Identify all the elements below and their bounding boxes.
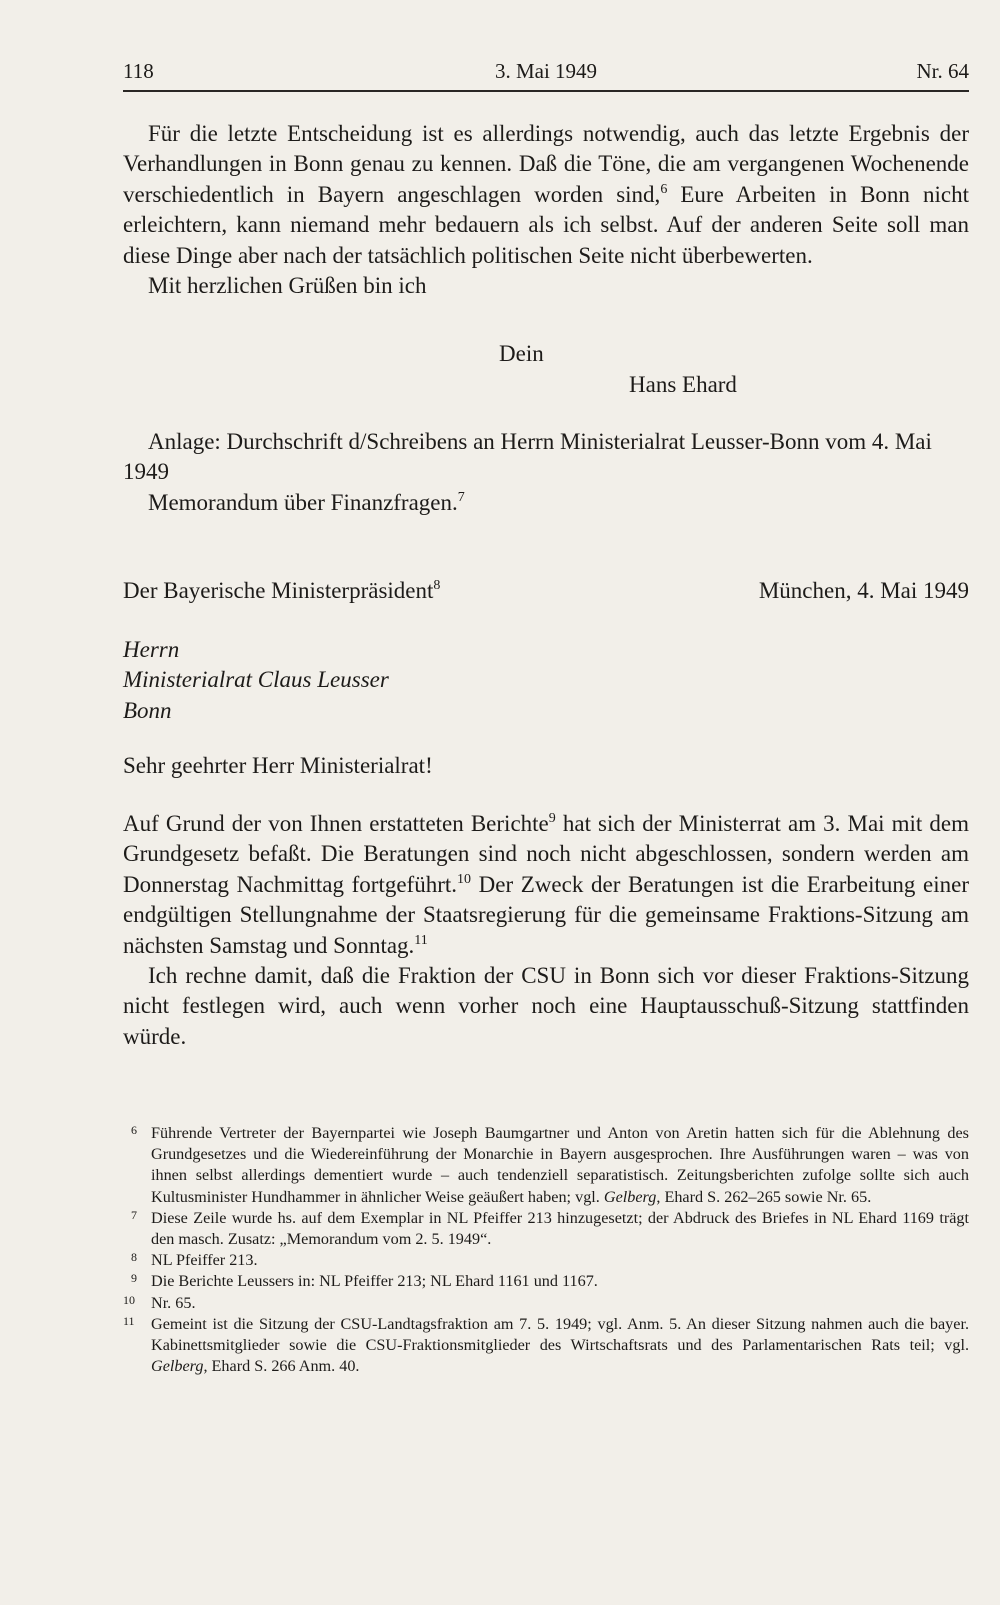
footnote-ref-7: 7	[457, 489, 465, 505]
recipient-line-2: Ministerialrat Claus Leusser	[123, 667, 389, 693]
attachment-line-1: Anlage: Durchschrift d/Schreibens an Herrn Ministerialrat Leusser-Bonn vom 4. Mai 1949	[123, 429, 932, 485]
footnote-ref-6: 6	[660, 181, 668, 197]
letter-2-paragraph-2: Ich rechne damit, daß die Fraktion der CSU in Bonn sich vor dieser Fraktions-Sitzung nicht festlegen wird, auch wenn vorher noch eine Hauptausschuß-Sitzung stattfinden würde.	[123, 963, 969, 1049]
recipient-address	[123, 635, 969, 726]
letter-1-greeting: Mit herzlichen Grüßen bin ich	[148, 273, 427, 299]
letter-1-signature: Hans Ehard	[629, 372, 737, 397]
footnote-9: 9 Die Berichte Leussers in: NL Pfeiffer 213; NL Ehard 1161 und 1167.	[131, 1271, 598, 1291]
footnote-8: 8 NL Pfeiffer 213.	[131, 1250, 258, 1270]
footnote-ref-9: 9	[548, 811, 556, 826]
footnote-11: 11 Gemeint ist die Sitzung der CSU-Landtagsfraktion am 7. 5. 1949; vgl. Anm. 5. An dieser Sitzung nahmen auch die bayer. Kabinettsmitglieder sowie die CSU-Fraktionsmitglieder des Wirtschaftsrats und des Parlamentarischen Rats teil; vgl. Gelberg, Ehard S. 266 Anm. 40.	[123, 1313, 969, 1376]
letter-2-text	[123, 809, 969, 1052]
attachment-block	[123, 427, 969, 518]
letter-2-sender-line	[123, 576, 969, 606]
footnote-ref-8: 8	[433, 578, 441, 593]
letter-1-closing: Dein	[499, 341, 544, 366]
letter-1-text	[123, 119, 969, 301]
letter-2-place-date: München, 4. Mai 1949	[758, 578, 969, 603]
footnote-6: 6 Führende Vertreter der Bayernpartei wie Joseph Baumgartner und Anton von Aretin hatten sich für die Ablehnung des Grundgesetzes und die Wiedereinführung der Monarchie in Bayern ausgesprochen. Ihre Ausführungen waren – was von ihnen selbst allerdings dementiert wurde – auch tendenziell separatistisch. Zeitungsberichten zufolge sollte sich auch Kultusminister Hundhammer in ähnlicher Weise geäußert haben; vgl. Gelberg, Ehard S. 262–265 sowie Nr. 65.	[131, 1123, 969, 1206]
letter-2-paragraph-1: Auf Grund der von Ihnen erstatteten Berichte$^9$ hat sich der Ministerrat am 3. Mai mit dem Grundgesetz befaßt. Die Beratungen sind noch nicht abgeschlossen, sondern werden am Donnerstag Nachmittag fortgeführt.$^{10}$ Der Zweck der Beratungen ist die Erarbeitung einer endgültigen Stellungnahme der Staatsregierung für die gemeinsame Fraktions-Sitzung am nächsten Samstag und Sonntag.$^{11}$	[123, 811, 969, 958]
recipient-line-3: Bonn	[123, 697, 172, 723]
header-doc-number: Nr. 64	[916, 59, 969, 83]
footnote-7: 7 Diese Zeile wurde hs. auf dem Exemplar in NL Pfeiffer 213 hinzugesetzt; der Abdruck des Briefes in NL Ehard 1169 trägt den masch. Zusatz: „Memorandum vom 2. 5. 1949“.	[131, 1207, 969, 1249]
letter-1-paragraph: Für die letzte Entscheidung ist es allerdings notwendig, auch das letzte Ergebnis der Verhandlungen in Bonn genau zu kennen. Daß die Töne, die am vergangenen Wochenende verschiedentlich in Bayern angeschlagen worden sind,$^6$ Eure Arbeiten in Bonn nicht erleichtern, kann niemand mehr bedauern als ich selbst. Auf der anderen Seite soll man diese Dinge aber nach der tatsächlich politischen Seite nicht überbewerten.	[123, 121, 969, 268]
attachment-line-2: Memorandum über Finanzfragen.$^7$	[148, 489, 465, 515]
page-number: 118	[123, 59, 154, 83]
recipient-line-1: Herrn	[123, 637, 180, 662]
footnote-10: 10 Nr. 65.	[123, 1292, 196, 1312]
footnote-ref-11: 11	[414, 932, 428, 948]
header-date: 3. Mai 1949	[494, 59, 598, 83]
footnote-ref-10: 10	[457, 871, 471, 887]
salutation: Sehr geehrter Herr Ministerialrat!	[123, 753, 433, 778]
footnotes	[123, 1123, 969, 1377]
letter-2-sender: Der Bayerische Ministerpräsident$^8$	[123, 578, 441, 603]
header-rule	[123, 90, 969, 92]
